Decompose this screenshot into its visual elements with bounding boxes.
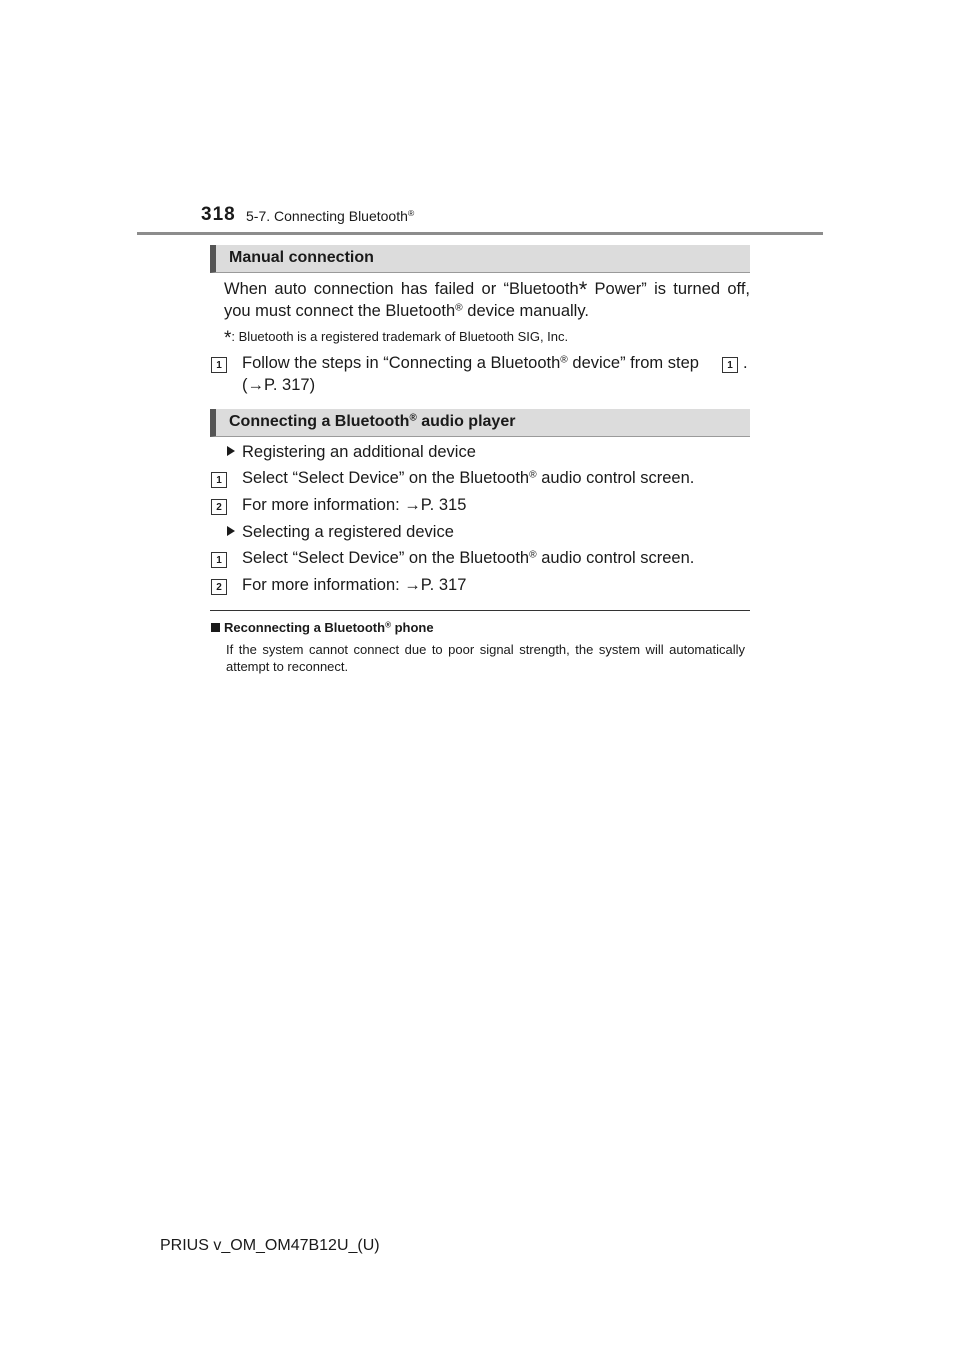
asterisk-mark: * — [224, 328, 232, 349]
registered-mark: ® — [409, 412, 417, 424]
triangle-bullet-icon — [227, 446, 235, 456]
subheading-text: Selecting a registered device — [242, 523, 454, 541]
step-number-badge: 2 — [211, 579, 227, 595]
section-header-manual-connection — [210, 245, 750, 273]
square-bullet-icon — [211, 623, 220, 632]
registered-mark: ® — [455, 302, 463, 314]
running-head — [246, 208, 414, 224]
note-text: If the system cannot connect due to poor signal strength, the system will automatically attempt to reconnect. — [226, 642, 745, 674]
body-text-part: Power” is turned off, you must connect the Bluetooth — [224, 280, 750, 320]
section-header-audio-player — [210, 409, 750, 437]
step-text — [242, 549, 694, 568]
subheading-selecting — [227, 523, 454, 542]
section-title-part: audio player — [416, 413, 516, 430]
note-title — [211, 620, 434, 635]
footnote — [224, 328, 568, 350]
section-title — [229, 413, 515, 431]
step-text: For more information: →P. 315 — [242, 496, 467, 514]
step-number-badge: 2 — [211, 499, 227, 515]
subheading-text: Registering an additional device — [242, 443, 476, 461]
step-number-badge: 1 — [211, 552, 227, 568]
subheading-registering — [227, 443, 476, 462]
asterisk-mark: * — [578, 277, 588, 302]
body-text-part: When auto connection has failed or “Bluetooth — [224, 280, 579, 298]
registered-mark: ® — [560, 354, 568, 366]
page-reference: (→P. 317) — [242, 376, 316, 394]
footnote-text: : Bluetooth is a registered trademark of Bluetooth SIG, Inc. — [231, 329, 569, 344]
manual-connection-body — [224, 278, 750, 322]
note-divider — [210, 610, 750, 611]
footer-document-id: PRIUS v_OM_OM47B12U_(U) — [160, 1237, 380, 1254]
step-reference-badge: 1 — [722, 357, 738, 373]
step-text: For more information: →P. 317 — [242, 576, 467, 594]
note-title-part: phone — [391, 620, 434, 635]
body-text-part: device manually. — [462, 302, 589, 320]
page-number: 318 — [201, 204, 236, 225]
step-text-period: . — [743, 354, 748, 372]
section-title-part: Connecting a Bluetooth — [229, 413, 410, 430]
step-text — [242, 354, 699, 373]
step-text-part: Select “Select Device” on the Bluetooth — [242, 549, 530, 567]
note-title-part: Reconnecting a Bluetooth — [224, 620, 386, 635]
section-title: Manual connection — [229, 249, 374, 266]
step-number-badge: 1 — [211, 357, 227, 373]
registered-mark: ® — [407, 208, 415, 219]
step-text-part: audio control screen. — [536, 549, 695, 567]
header-rule — [137, 232, 823, 235]
step-text-part: Select “Select Device” on the Bluetooth — [242, 469, 530, 487]
step-text-part: device” from step — [567, 354, 699, 372]
registered-mark: ® — [529, 469, 537, 481]
step-text-part: Follow the steps in “Connecting a Bluetooth — [242, 354, 561, 372]
step-number-badge: 1 — [211, 472, 227, 488]
registered-mark: ® — [529, 549, 537, 561]
step-text-part: audio control screen. — [536, 469, 695, 487]
triangle-bullet-icon — [227, 526, 235, 536]
step-text — [242, 469, 694, 488]
registered-mark: ® — [385, 620, 391, 630]
running-head-text: 5-7. Connecting Bluetooth — [246, 208, 408, 224]
